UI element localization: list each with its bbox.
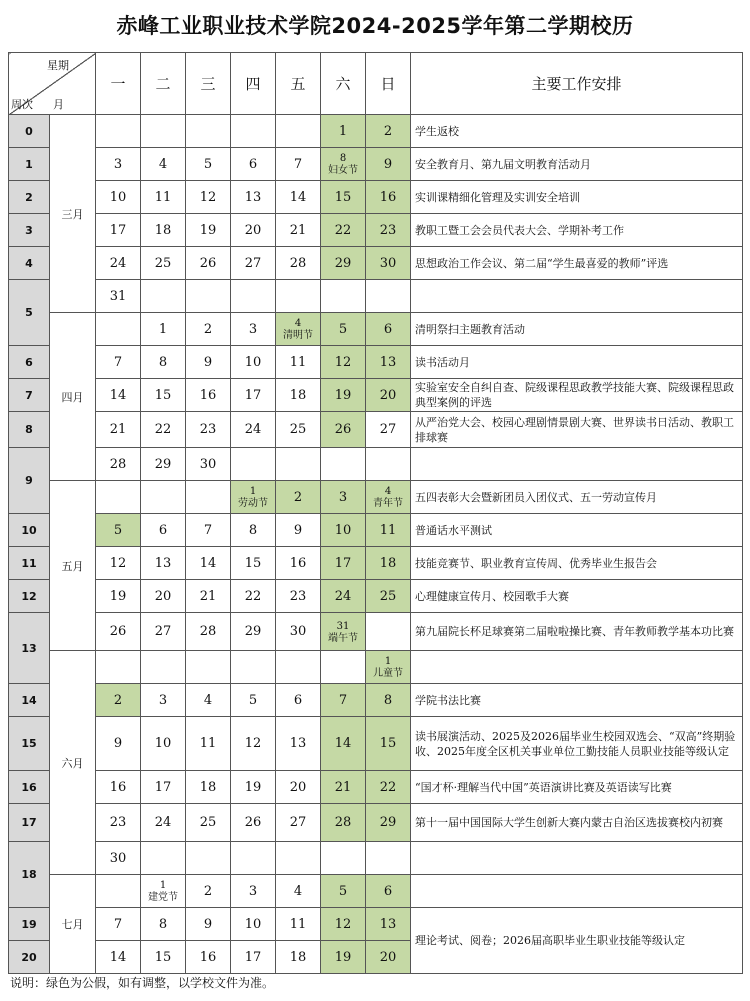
week-number: 3 <box>9 214 50 247</box>
day-number: 28 <box>96 448 141 481</box>
day-header: 一 <box>96 53 141 115</box>
day-number <box>186 280 231 313</box>
day-number: 17 <box>96 214 141 247</box>
week-number: 18 <box>9 842 50 908</box>
day-number <box>96 313 141 346</box>
week-number: 20 <box>9 941 50 974</box>
day-number: 28 <box>276 247 321 280</box>
day-number: 28 <box>321 804 366 842</box>
week-number: 6 <box>9 346 50 379</box>
week-number: 13 <box>9 613 50 684</box>
day-number: 22 <box>366 771 411 804</box>
holiday-label: 端午节 <box>328 632 358 644</box>
day-number <box>276 842 321 875</box>
day-number: 16 <box>96 771 141 804</box>
day-number: 9 <box>96 717 141 771</box>
day-number: 4 <box>186 684 231 717</box>
week-number: 14 <box>9 684 50 717</box>
day-number: 22 <box>321 214 366 247</box>
calendar-row <box>9 214 743 247</box>
day-number: 29 <box>321 247 366 280</box>
day-number: 8 <box>141 908 186 941</box>
corner-header <box>9 53 96 115</box>
month-label: 六月 <box>50 651 96 875</box>
day-number <box>231 115 276 148</box>
day-number: 21 <box>276 214 321 247</box>
day-number <box>321 842 366 875</box>
week-number: 16 <box>9 771 50 804</box>
day-number: 22 <box>141 412 186 448</box>
day-number: 31 <box>336 620 350 632</box>
day-number: 26 <box>321 412 366 448</box>
day-number: 2 <box>276 481 321 514</box>
calendar-row <box>9 771 743 804</box>
day-number: 21 <box>321 771 366 804</box>
day-number: 1 <box>159 880 167 891</box>
day-number: 27 <box>276 804 321 842</box>
work-header: 主要工作安排 <box>411 53 743 115</box>
day-number: 20 <box>231 214 276 247</box>
day-number: 2 <box>96 684 141 717</box>
day-number <box>141 115 186 148</box>
day-number <box>186 651 231 684</box>
day-number <box>366 613 411 651</box>
day-number: 1 <box>321 115 366 148</box>
calendar-row <box>9 313 743 346</box>
day-number <box>321 280 366 313</box>
day-number <box>231 651 276 684</box>
calendar-row <box>9 651 743 684</box>
day-number: 27 <box>141 613 186 651</box>
work-item: 实验室安全自纠自查、院级课程思政教学技能大赛、院级课程思政典型案例的评选 <box>411 379 743 412</box>
day-number: 19 <box>231 771 276 804</box>
day-number: 15 <box>366 717 411 771</box>
day-header: 四 <box>231 53 276 115</box>
day-number: 30 <box>186 448 231 481</box>
day-number <box>186 481 231 514</box>
day-cell <box>321 148 366 181</box>
day-number: 12 <box>186 181 231 214</box>
calendar-row <box>9 547 743 580</box>
day-number: 26 <box>96 613 141 651</box>
day-number <box>96 115 141 148</box>
week-number: 1 <box>9 148 50 181</box>
day-number: 2 <box>186 313 231 346</box>
day-cell <box>366 481 411 514</box>
day-number: 25 <box>276 412 321 448</box>
day-number: 10 <box>96 181 141 214</box>
day-number <box>186 842 231 875</box>
day-header: 三 <box>186 53 231 115</box>
day-number <box>321 651 366 684</box>
day-number: 20 <box>141 580 186 613</box>
day-number: 3 <box>141 684 186 717</box>
day-number <box>96 481 141 514</box>
day-number: 18 <box>276 941 321 974</box>
day-number: 30 <box>276 613 321 651</box>
calendar-row <box>9 684 743 717</box>
day-number: 24 <box>321 580 366 613</box>
day-number: 25 <box>186 804 231 842</box>
month-label: 七月 <box>50 875 96 974</box>
week-number: 0 <box>9 115 50 148</box>
day-number: 25 <box>141 247 186 280</box>
day-number: 4 <box>294 318 302 329</box>
day-header: 二 <box>141 53 186 115</box>
day-cell <box>231 481 276 514</box>
day-number: 13 <box>276 717 321 771</box>
month-label: 五月 <box>50 481 96 651</box>
month-label: 四月 <box>50 313 96 481</box>
work-item: 清明祭扫主题教育活动 <box>411 313 743 346</box>
day-number: 18 <box>186 771 231 804</box>
day-number: 23 <box>96 804 141 842</box>
holiday-label: 儿童节 <box>373 668 403 679</box>
calendar-row <box>9 481 743 514</box>
day-number: 29 <box>141 448 186 481</box>
day-number: 12 <box>96 547 141 580</box>
work-item: 学生返校 <box>411 115 743 148</box>
day-number: 5 <box>186 148 231 181</box>
day-number <box>366 842 411 875</box>
work-item: 第十一届中国国际大学生创新大赛内蒙古自治区选拔赛校内初赛 <box>411 804 743 842</box>
calendar-row <box>9 379 743 412</box>
work-item: 理论考试、阅卷；2026届高职毕业生职业技能等级认定 <box>411 908 743 974</box>
day-number <box>141 651 186 684</box>
work-item: 学院书法比赛 <box>411 684 743 717</box>
day-number: 24 <box>231 412 276 448</box>
day-number <box>366 280 411 313</box>
work-item: “国才杯·理解当代中国”英语演讲比赛及英语读写比赛 <box>411 771 743 804</box>
day-number: 1 <box>384 656 392 667</box>
work-item <box>411 651 743 684</box>
day-number: 13 <box>366 346 411 379</box>
calendar-row <box>9 448 743 481</box>
corner-weekday-label: 星期 <box>47 59 69 72</box>
day-cell <box>141 875 186 908</box>
week-number: 2 <box>9 181 50 214</box>
day-number: 7 <box>96 346 141 379</box>
day-number: 31 <box>96 280 141 313</box>
day-number: 19 <box>321 379 366 412</box>
day-number: 6 <box>141 514 186 547</box>
week-number: 15 <box>9 717 50 771</box>
day-cell <box>321 613 366 651</box>
day-number: 15 <box>141 379 186 412</box>
day-number: 2 <box>366 115 411 148</box>
calendar-row <box>9 148 743 181</box>
day-number: 18 <box>366 547 411 580</box>
day-number: 16 <box>276 547 321 580</box>
day-number: 4 <box>276 875 321 908</box>
day-number: 24 <box>141 804 186 842</box>
work-item: 思想政治工作会议、第二届“学生最喜爱的教师”评选 <box>411 247 743 280</box>
day-number <box>141 842 186 875</box>
day-number: 24 <box>96 247 141 280</box>
day-number: 15 <box>321 181 366 214</box>
day-number: 11 <box>276 346 321 379</box>
calendar-row <box>9 717 743 771</box>
work-item: 技能竞赛节、职业教育宣传周、优秀毕业生报告会 <box>411 547 743 580</box>
day-number: 30 <box>366 247 411 280</box>
day-number: 27 <box>231 247 276 280</box>
day-number <box>276 280 321 313</box>
month-label: 三月 <box>50 115 96 313</box>
day-number: 13 <box>231 181 276 214</box>
holiday-label: 劳动节 <box>238 498 268 509</box>
day-number: 1 <box>249 486 257 497</box>
day-number: 9 <box>366 148 411 181</box>
day-number: 26 <box>186 247 231 280</box>
calendar-row <box>9 346 743 379</box>
day-number: 21 <box>96 412 141 448</box>
day-number: 22 <box>231 580 276 613</box>
day-header: 日 <box>366 53 411 115</box>
day-number: 4 <box>384 486 392 497</box>
calendar-row <box>9 514 743 547</box>
day-number: 21 <box>186 580 231 613</box>
day-number: 29 <box>366 804 411 842</box>
day-number: 8 <box>339 153 347 164</box>
work-item: 第九届院长杯足球赛第二届啦啦操比赛、青年教师教学基本功比赛 <box>411 613 743 651</box>
day-number: 7 <box>276 148 321 181</box>
day-number <box>276 448 321 481</box>
holiday-label: 建党节 <box>148 892 178 903</box>
week-number: 10 <box>9 514 50 547</box>
day-number: 12 <box>321 346 366 379</box>
day-number: 18 <box>276 379 321 412</box>
day-cell <box>366 651 411 684</box>
week-number: 7 <box>9 379 50 412</box>
day-number: 13 <box>141 547 186 580</box>
work-item: 读书展演活动、2025及2026届毕业生校园双选会、“双高”终期验收、2025年度全区机关事业单位工勤技能人员职业技能等级认定 <box>411 717 743 771</box>
day-number: 9 <box>186 346 231 379</box>
day-number: 16 <box>186 941 231 974</box>
day-number: 9 <box>186 908 231 941</box>
corner-week-label: 周次 <box>11 98 33 111</box>
day-number <box>141 280 186 313</box>
day-number: 23 <box>186 412 231 448</box>
day-number: 11 <box>186 717 231 771</box>
day-number: 20 <box>366 941 411 974</box>
day-number: 8 <box>366 684 411 717</box>
day-number <box>276 115 321 148</box>
day-number: 12 <box>231 717 276 771</box>
day-number: 17 <box>321 547 366 580</box>
work-item <box>411 842 743 875</box>
work-item: 实训课精细化管理及实训安全培训 <box>411 181 743 214</box>
day-number: 20 <box>276 771 321 804</box>
day-number: 16 <box>186 379 231 412</box>
week-number: 8 <box>9 412 50 448</box>
day-number: 5 <box>96 514 141 547</box>
day-number: 19 <box>186 214 231 247</box>
day-number: 5 <box>321 313 366 346</box>
day-number: 17 <box>231 941 276 974</box>
day-number: 7 <box>96 908 141 941</box>
week-number: 17 <box>9 804 50 842</box>
work-item: 普通话水平测试 <box>411 514 743 547</box>
holiday-label: 妇女节 <box>328 165 358 176</box>
day-number: 6 <box>366 313 411 346</box>
day-number: 7 <box>321 684 366 717</box>
day-number: 23 <box>366 214 411 247</box>
calendar-table <box>8 52 743 974</box>
work-item: 教职工暨工会会员代表大会、学期补考工作 <box>411 214 743 247</box>
day-header: 五 <box>276 53 321 115</box>
footnote: 说明：绿色为公假，如有调整，以学校文件为准。 <box>10 976 275 990</box>
week-number: 11 <box>9 547 50 580</box>
holiday-label: 青年节 <box>373 498 403 509</box>
calendar-row <box>9 908 743 941</box>
day-number <box>141 481 186 514</box>
day-number <box>231 280 276 313</box>
day-number: 15 <box>231 547 276 580</box>
day-header: 六 <box>321 53 366 115</box>
day-number: 11 <box>366 514 411 547</box>
day-number <box>96 651 141 684</box>
week-number: 12 <box>9 580 50 613</box>
day-number <box>231 842 276 875</box>
day-cell <box>276 313 321 346</box>
day-number: 28 <box>186 613 231 651</box>
day-number: 10 <box>321 514 366 547</box>
work-item: 读书活动月 <box>411 346 743 379</box>
day-number <box>321 448 366 481</box>
day-number: 5 <box>321 875 366 908</box>
day-number: 29 <box>231 613 276 651</box>
calendar-row <box>9 412 743 448</box>
day-number: 8 <box>141 346 186 379</box>
day-number: 16 <box>366 181 411 214</box>
day-number <box>231 448 276 481</box>
calendar-row <box>9 247 743 280</box>
holiday-label: 清明节 <box>283 330 313 341</box>
week-number: 5 <box>9 280 50 346</box>
day-number: 11 <box>141 181 186 214</box>
day-number: 18 <box>141 214 186 247</box>
day-number: 20 <box>366 379 411 412</box>
day-number: 10 <box>141 717 186 771</box>
day-number: 3 <box>231 875 276 908</box>
day-number: 5 <box>231 684 276 717</box>
work-item: 心理健康宣传月、校园歌手大赛 <box>411 580 743 613</box>
day-number: 25 <box>366 580 411 613</box>
day-number: 14 <box>276 181 321 214</box>
page-title: 赤峰工业职业技术学院2024-2025学年第二学期校历 <box>116 14 634 38</box>
day-number: 3 <box>231 313 276 346</box>
day-number: 3 <box>96 148 141 181</box>
day-number: 6 <box>366 875 411 908</box>
day-number: 14 <box>321 717 366 771</box>
day-number: 19 <box>96 580 141 613</box>
day-number <box>96 875 141 908</box>
calendar-row <box>9 580 743 613</box>
day-number: 23 <box>276 580 321 613</box>
calendar-row <box>9 613 743 651</box>
calendar-row <box>9 280 743 313</box>
day-number: 11 <box>276 908 321 941</box>
corner-month-label: 月 <box>53 98 64 111</box>
day-number: 14 <box>96 941 141 974</box>
work-item: 安全教育月、第九届文明教育活动月 <box>411 148 743 181</box>
day-number: 4 <box>141 148 186 181</box>
calendar-row <box>9 875 743 908</box>
day-number: 2 <box>186 875 231 908</box>
day-number: 10 <box>231 346 276 379</box>
day-number: 14 <box>186 547 231 580</box>
day-number: 14 <box>96 379 141 412</box>
day-number: 26 <box>231 804 276 842</box>
work-item <box>411 875 743 908</box>
day-number: 17 <box>141 771 186 804</box>
day-number: 7 <box>186 514 231 547</box>
day-number: 6 <box>276 684 321 717</box>
day-number: 27 <box>366 412 411 448</box>
week-number: 19 <box>9 908 50 941</box>
week-number: 9 <box>9 448 50 514</box>
work-item <box>411 280 743 313</box>
day-number: 1 <box>141 313 186 346</box>
day-number <box>366 448 411 481</box>
work-item: 从严治党大会、校园心理剧情景剧大赛、世界读书日活动、教职工排球赛 <box>411 412 743 448</box>
calendar-row <box>9 115 743 148</box>
work-item <box>411 448 743 481</box>
day-number <box>186 115 231 148</box>
day-number: 12 <box>321 908 366 941</box>
day-number: 15 <box>141 941 186 974</box>
day-number: 3 <box>321 481 366 514</box>
day-number: 8 <box>231 514 276 547</box>
week-number: 4 <box>9 247 50 280</box>
day-number: 13 <box>366 908 411 941</box>
day-number <box>276 651 321 684</box>
day-number: 10 <box>231 908 276 941</box>
day-number: 9 <box>276 514 321 547</box>
calendar-row <box>9 842 743 875</box>
calendar-row <box>9 181 743 214</box>
day-number: 19 <box>321 941 366 974</box>
day-number: 17 <box>231 379 276 412</box>
day-number: 30 <box>96 842 141 875</box>
calendar-row <box>9 804 743 842</box>
day-number: 6 <box>231 148 276 181</box>
work-item: 五四表彰大会暨新团员入团仪式、五一劳动宣传月 <box>411 481 743 514</box>
